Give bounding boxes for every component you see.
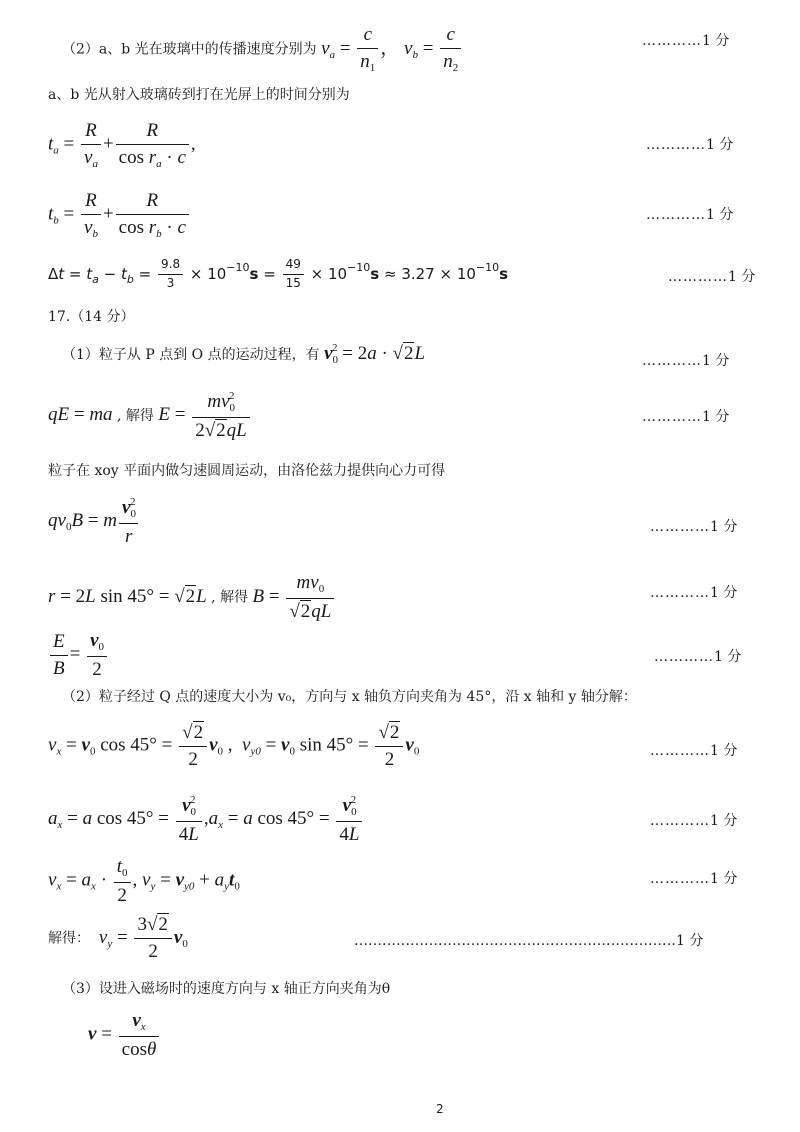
score-6: …………1 分 [642,409,730,425]
line-q-velocity: （2）粒子经过 Q 点的速度大小为 v₀，方向与 x 轴负方向夹角为 45°，沿 x 轴和 y 轴分解： [62,689,637,705]
score-3: …………1 分 [646,207,734,223]
eq-v-theta: v = $\frac{v_x}{\cos\theta}$ [88,1010,161,1060]
score-5: …………1 分 [642,353,730,369]
eq-lorentz: $qv_0B = m$ $\frac{v_0^2}{r}$ [48,496,140,547]
eq-velocity-components: $v_x = v_0$ cos 45° = $\frac{√2}{2}$ $v_0$ , $v_{y0} = v_0$ sin 45° = $\frac{√2}{2}$ $v_0$ [48,722,420,770]
score-4: …………1 分 [668,269,756,285]
line-p-to-o: （1）粒子从 P 点到 O 点的运动过程，有 $v_0^2 = 2a \cdot √2L$ [62,342,426,366]
eq-ta: $t_a$ = $\frac{R}{v_a}$ + $\frac{R}{\cos r_a \cdot c}$ , [48,120,196,170]
eq-delta-t: $\Delta t = t_a - t_b$ = $\frac{9.8}{3}$ × $10^{-10}s$ = $\frac{49}{15}$ × $10^{-10}s \approx 3.27 \times 10^{-10}s$ [48,257,509,290]
line-angle-theta: （3）设进入磁场时的速度方向与 x 轴正方向夹角为θ [62,981,391,997]
eq-radius: r = 2L sin 45° = √2L , 解得 B = $\frac{mv_0}{√2qL}$ [48,572,336,622]
page-number: 2 [436,1102,444,1116]
score-2: …………1 分 [646,137,734,153]
line-circular-motion: 粒子在 xoy 平面内做匀速圆周运动，由洛伦兹力提供向心力可得 [48,463,446,479]
eq-vy-result: 解得： $v_y$ = $\frac{3√2}{2}$ $v_0$ [48,914,188,962]
score-9: …………1 分 [654,649,742,665]
line-speeds: （2）a、b 光在玻璃中的传播速度分别为 $v_a$ = $\frac{c}{n_1}$ ， $v_b$ = $\frac{c}{n_2}$ [62,24,463,74]
score-7: …………1 分 [650,519,738,535]
eq-acceleration: $a_x = a$ cos 45° = $\frac{v_0^2}{4L}$ $,a_x = a$ cos 45° = $\frac{v_0^2}{4L}$ [48,794,364,845]
problem-17-heading: 17.（14 分） [48,309,135,325]
score-13: ……………………………………………………………1 分 [354,933,704,949]
eq-e-over-b: $\frac{E}{B}$ = $\frac{v_0}{2}$ [48,630,109,680]
text-speeds: （2）a、b 光在玻璃中的传播速度分别为 [62,41,317,58]
score-8: …………1 分 [650,585,738,601]
line-time-intro: a、b 光从射入玻璃砖到打在光屏上的时间分别为 [48,87,350,103]
eq-kinematics: $v_x = a_x$ · $\frac{t_0}{2}$ , $v_y = v_{y0} + a_yt_0$ [48,856,240,906]
score-1: …………1 分 [642,33,730,49]
score-11: …………1 分 [650,813,738,829]
score-12: …………1 分 [650,871,738,887]
score-10: …………1 分 [650,743,738,759]
eq-qe-ma: qE = ma , 解得 E = $\frac{mv_0^2}{2√2qL}$ [48,390,252,441]
eq-tb: $t_b$ = $\frac{R}{v_b}$ + $\frac{R}{\cos r_b \cdot c}$ [48,190,191,240]
